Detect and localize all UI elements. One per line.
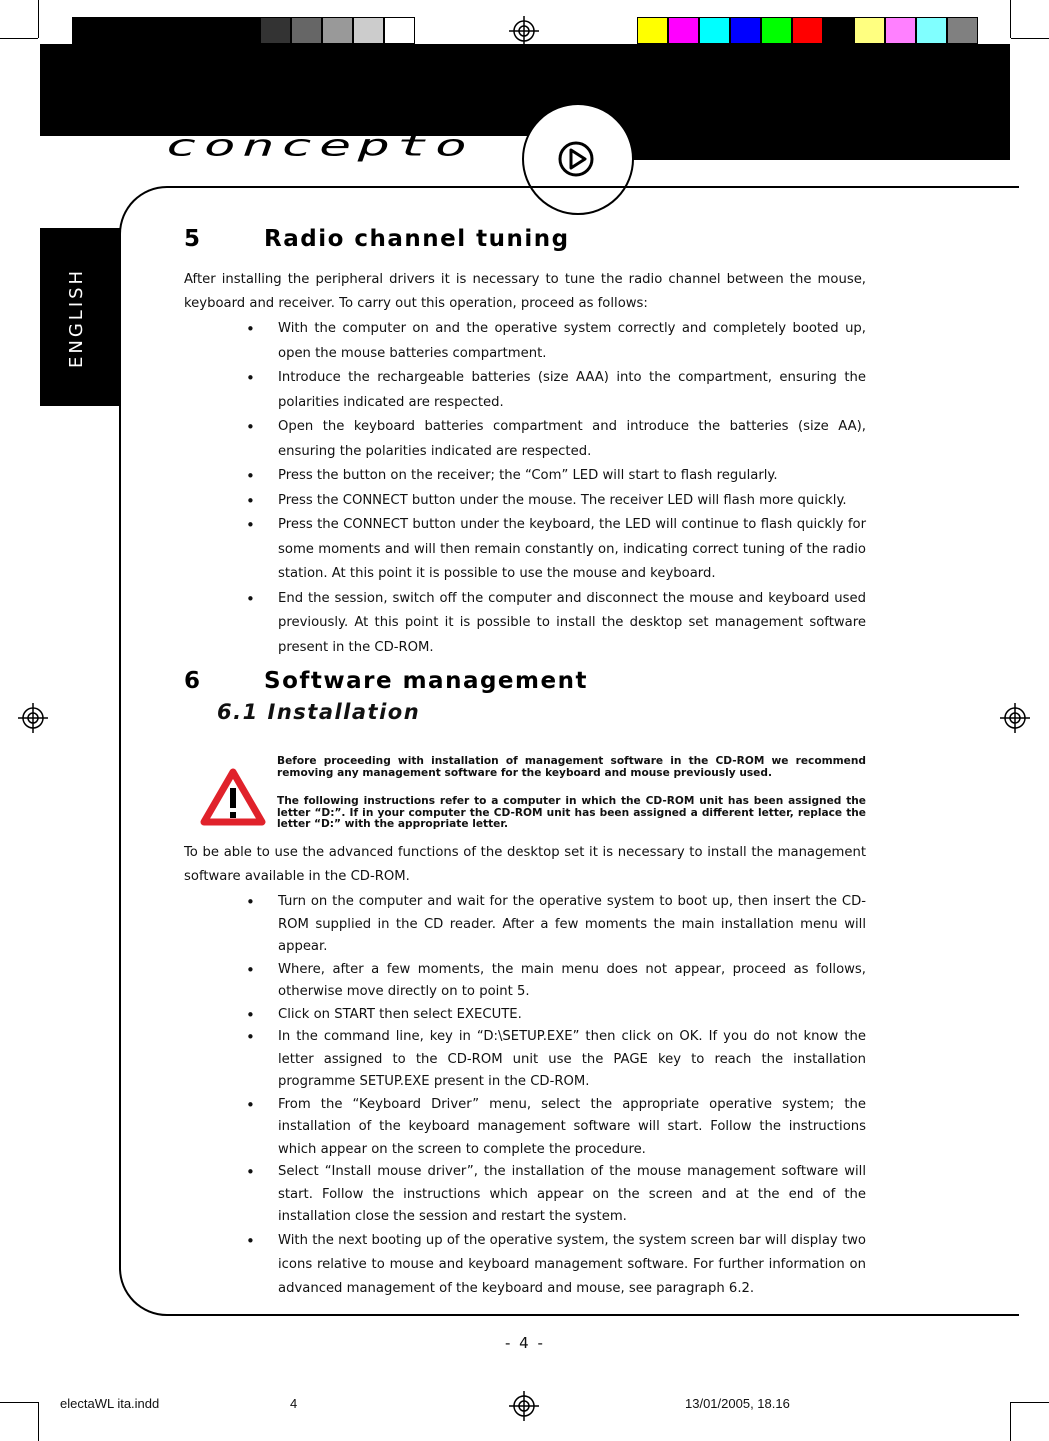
list-item: • Open the keyboard batteries compartment and introduce the batteries (size AA), ensuring the polarities indicated are respected.	[184, 415, 866, 464]
bullet-icon: •	[246, 1005, 255, 1024]
swatch	[823, 17, 854, 44]
list-item: • With the next booting up of the operative system, the system screen bar will display two icons relative to mouse and keyboard management software. For further information on advanced management of the keyboard and mouse, see paragraph 6.2.	[184, 1229, 866, 1301]
crop-mark	[1010, 0, 1011, 38]
section-6-intro: To be able to use the advanced functions of the desktop set it is necessary to install the management software available in the CD-ROM.	[184, 845, 866, 884]
bullet-icon: •	[246, 369, 255, 387]
swatch	[668, 17, 699, 44]
bullet-icon: •	[246, 1163, 255, 1181]
page-number: - 4 -	[505, 1334, 545, 1352]
list-item: • Press the CONNECT button under the keyboard, the LED will continue to flash quickly for some moments and will then remain constantly on, indicating correct tuning of the radio station. At this point it is possible to use the mouse and keyboard.	[184, 513, 866, 587]
language-tab-label: ENGLISH	[66, 267, 87, 368]
swatch	[637, 17, 668, 44]
slug-filename: electaWL ita.indd	[60, 1396, 160, 1411]
swatch	[947, 17, 978, 44]
section-5-steps	[184, 317, 866, 660]
section-6-steps	[184, 891, 866, 1301]
crop-mark	[1011, 38, 1049, 39]
slug-date: 13/01/2005, 18.16	[685, 1396, 790, 1411]
bullet-icon: •	[246, 1231, 255, 1250]
bullet-icon: •	[246, 960, 255, 979]
list-item: • Select “Install mouse driver”, the installation of the mouse management software will start. Follow the instructions which appear on the screen and at the end of the installation close the session and restart the system.	[246, 1163, 866, 1224]
bullet-icon: •	[246, 467, 255, 485]
swatch	[322, 17, 353, 44]
swatch	[761, 17, 792, 44]
crop-mark	[1011, 1402, 1049, 1403]
swatch	[792, 17, 823, 44]
crop-mark	[0, 1402, 38, 1403]
bullet-icon: •	[246, 320, 255, 338]
list-item: • Introduce the rechargeable batteries (size AAA) into the compartment, ensuring the polarities indicated are respected.	[184, 366, 866, 415]
crop-mark	[0, 38, 38, 39]
slug-page: 4	[290, 1396, 298, 1411]
swatch	[353, 17, 384, 44]
swatch	[730, 17, 761, 44]
section-title: Radio channel tuning	[264, 226, 570, 252]
warning-note-2: The following instructions refer to a computer in which the CD-ROM unit has been assigned the letter “D:”. If in your computer the CD-ROM unit has been assigned a different letter, replace the letter “D:” with the appropriate letter.	[277, 795, 866, 830]
section-6-heading	[184, 668, 588, 694]
warning-note-1: Before proceeding with installation of management software in the CD-ROM we recommend removing any management software for the keyboard and mouse previously used.	[277, 755, 866, 779]
crop-mark	[38, 0, 39, 38]
registration-mark-icon	[509, 16, 539, 46]
list-item: • End the session, switch off the computer and disconnect the mouse and keyboard used previously. At this point it is possible to install the desktop set management software present in the CD-ROM.	[184, 587, 866, 661]
swatch	[72, 17, 260, 44]
bullet-icon: •	[246, 418, 255, 436]
section-title: Software management	[264, 668, 588, 694]
list-item: • In the command line, key in “D:\SETUP.EXE” then click on OK. If you do not know the letter assigned to the CD-ROM unit use the PAGE key to reach the installation programme SETUP.EXE present in the CD-ROM.	[246, 1028, 866, 1089]
subsection-heading: 6.1 Installation	[217, 700, 421, 724]
registration-mark-icon	[18, 703, 48, 733]
swatch	[260, 17, 291, 44]
bullet-icon: •	[246, 516, 255, 534]
list-item: • Turn on the computer and wait for the operative system to boot up, then insert the CD-ROM supplied in the CD reader. After a few moments the main installation menu will appear.	[246, 893, 866, 954]
bullet-icon: •	[246, 491, 255, 510]
list-item: • From the “Keyboard Driver” menu, select the appropriate operative system; the installation of the keyboard management software will start. Follow the instructions which appear on the screen to complete the procedure.	[246, 1095, 866, 1157]
swatch	[291, 17, 322, 44]
list-item: • Click on START then select EXECUTE.	[184, 1004, 866, 1027]
section-number: 6	[184, 668, 202, 694]
registration-mark-icon	[509, 1391, 539, 1421]
bullet-icon: •	[246, 589, 255, 608]
crop-mark	[38, 1402, 39, 1441]
play-icon	[557, 140, 595, 178]
warning-icon	[200, 768, 266, 826]
swatch	[699, 17, 730, 44]
list-item: • Press the CONNECT button under the mouse. The receiver LED will flash more quickly.	[184, 489, 866, 514]
section-5-heading	[184, 226, 570, 252]
swatch	[885, 17, 916, 44]
list-item: • Where, after a few moments, the main menu does not appear, proceed as follows, otherwise move directly on to point 5.	[246, 960, 866, 999]
swatch	[384, 17, 415, 44]
section-5-intro: After installing the peripheral drivers it is necessary to tune the radio channel between the mouse, keyboard and receiver. To carry out this operation, proceed as follows:	[184, 272, 866, 311]
swatch	[916, 17, 947, 44]
brand-logo: concepto	[165, 128, 474, 163]
section-number: 5	[184, 226, 202, 252]
list-item: • Press the button on the receiver; the “Com” LED will start to flash regularly.	[184, 464, 866, 489]
bullet-icon: •	[246, 1028, 255, 1046]
swatch	[854, 17, 885, 44]
list-item: • With the computer on and the operative system correctly and completely booted up, open the mouse batteries compartment.	[184, 317, 866, 366]
crop-mark	[1010, 1402, 1011, 1441]
bullet-icon: •	[246, 1095, 255, 1114]
bullet-icon: •	[246, 893, 255, 911]
